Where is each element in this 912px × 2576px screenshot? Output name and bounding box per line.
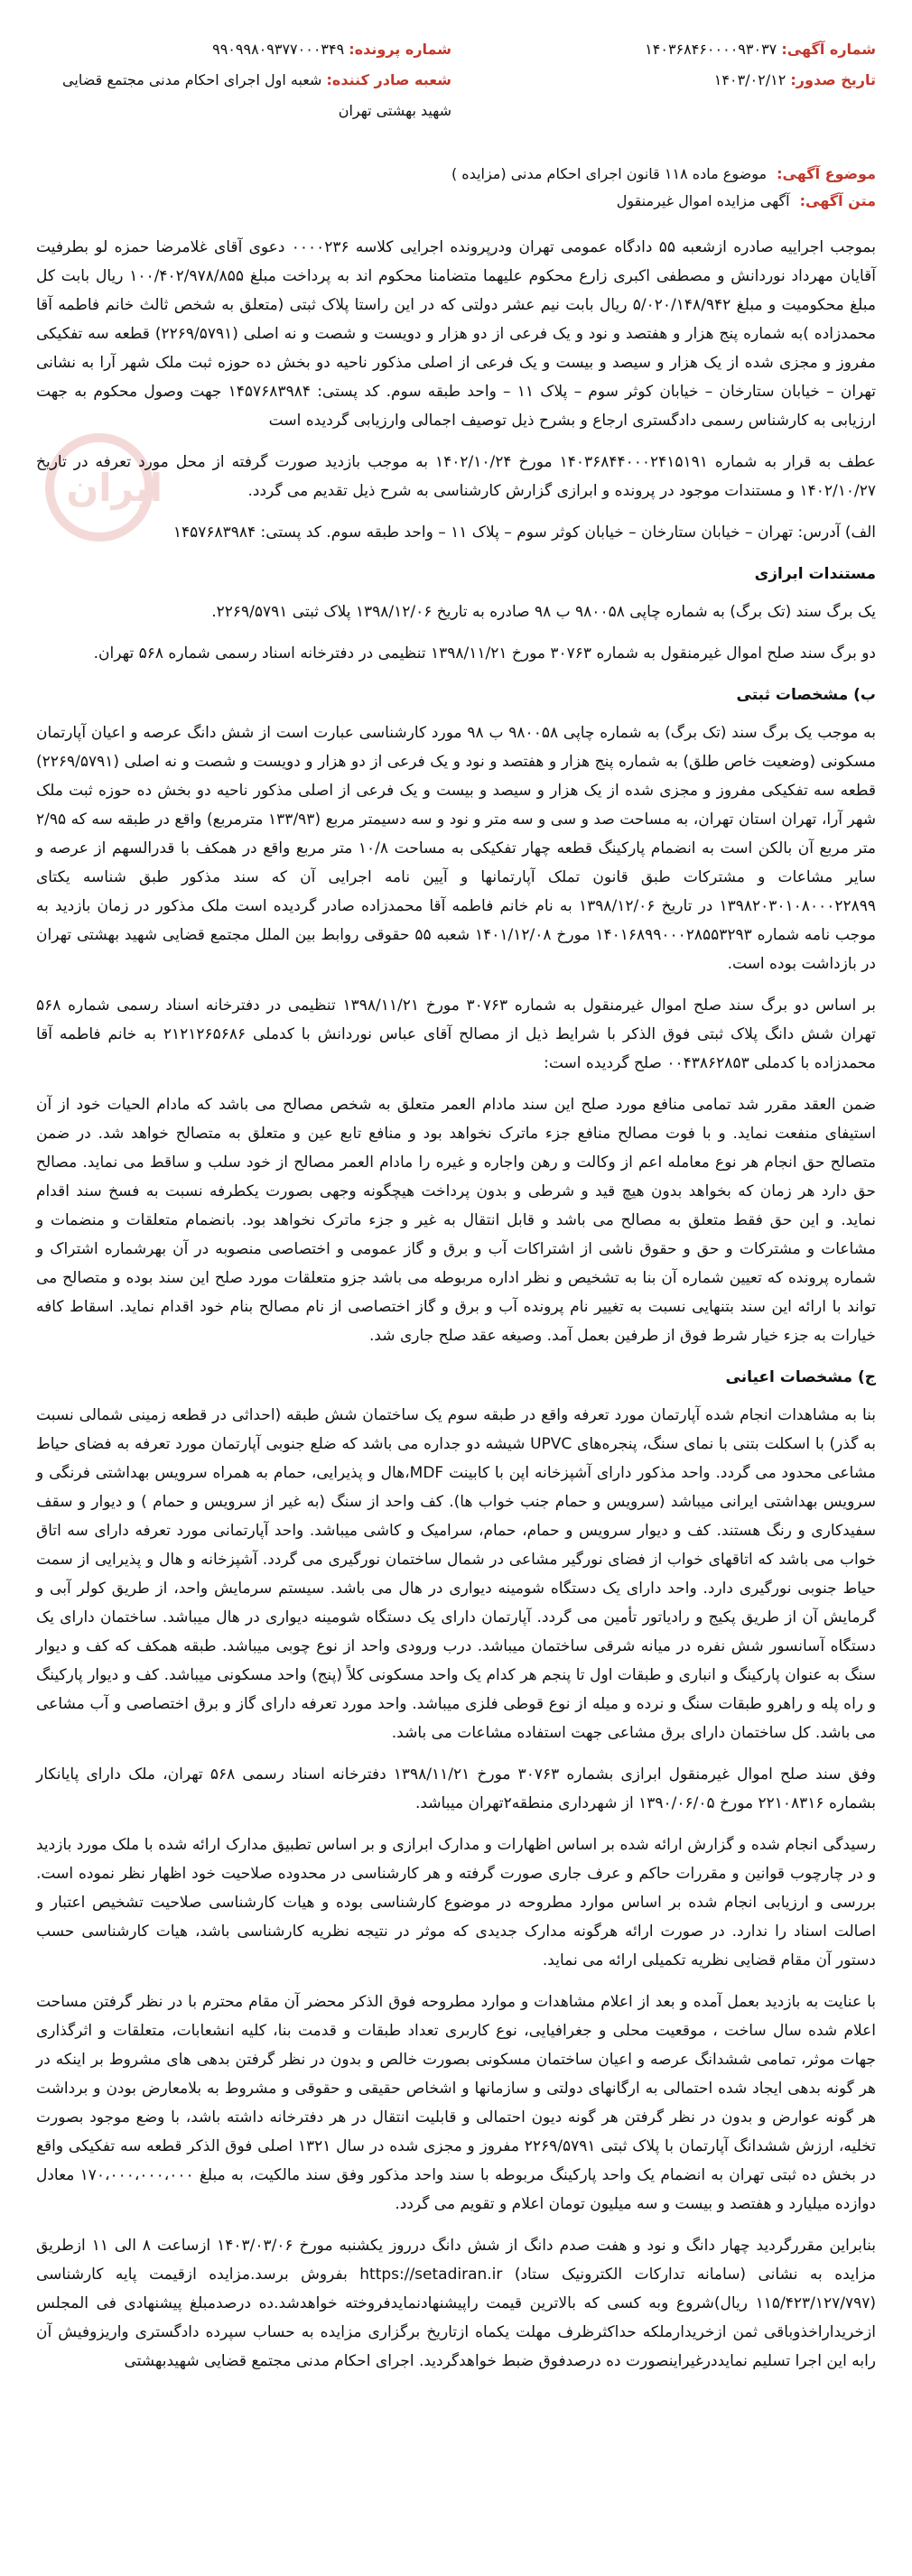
text-heading-value: آگهی مزایده اموال غیرمنقول [616,192,790,209]
subject-value: موضوع ماده ۱۱۸ قانون اجرای احکام مدنی (مزایده ) [451,165,768,182]
paragraph-completion-cert: وفق سند صلح اموال غیرمنقول ابرازی بشماره ۳۰۷۶۳ مورخ ۱۳۹۸/۱۱/۲۱ دفترخانه اسناد رسمی ۵۶۸ تهران، ملک دارای پایانکار بشماره ۲۲۱۰۸۳۱۶ مورخ ۱۳۹۰/۰۶/۰۵ از شهرداری منطقه۲تهران میباشد. [36,1765,877,1812]
heading-building: ج) مشخصات اعیانی [725,1368,876,1386]
paragraph-document-1: یک برگ سند (تک برگ) به شماره چاپی ۹۸۰۰۵۸ ب ۹۸ صادره به تاریخ ۱۳۹۸/۱۲/۰۶ پلاک ثبتی ۲۲۶۹/۵۷۹۱. [211,603,876,621]
paragraph-address: الف) آدرس: تهران – خیابان ستارخان – خیابان کوثر سوم – پلاک ۱۱ – واحد طبقه سوم. کد پستی: ۱۴۵۷۶۸۳۹۸۴ [172,524,876,542]
issuing-branch: شعبه اول اجرای احکام مدنی مجتمع قضایی شهید بهشتی تهران [62,71,451,119]
issue-date-row [461,65,876,96]
ad-body [36,233,876,2388]
header-left-column [36,34,451,126]
case-number-label: شماره پرونده: [349,41,451,58]
paragraph-intro: بموجب اجراییه صادره ازشعبه ۵۵ دادگاه عمومی تهران ودرپرونده اجرایی کلاسه ۰۰۰۰۲۳۶ دعوی آقای غلامرضا حمزه لو بطرفیت آقایان مهرداد نوردانش و مصطفی اکبری زارع محکوم علیهما متضامنا محکوم اند به پرداخت مبلغ ۱۰۰/۴۰۲/۹۷۸/۸۵۵ ریال بابت کل مبلغ محکومیت و مبلغ ۵/۰۲۰/۱۴۸/۹۴۲ ریال بابت نیم عشر دولتی که در این راستا پلاک ثبتی (متعلق به شخص ثالث خانم فاطمه آقا محمدزاده )به شماره پنج هزار و هفتصد و نود و یک فرعی از دو هزار و دویست و شصت و نه اصلی (۲۲۶۹/۵۷۹۱) قطعه سه تفکیکی مفروز و مجزی شده از یک هزار و سیصد و بیست و یک فرعی از اصلی مذکور ناحیه دو بخش ده حوزه ثبت ملک شهر آرا به نشانی تهران – خیابان ستارخان – خیابان کوثر سوم – پلاک ۱۱ – واحد طبقه سوم. کد پستی: ۱۴۵۷۶۸۳۹۸۴ جهت وصول محکوم به جهت ارزیابی به کارشناس رسمی دادگستری ارجاع و بشرح ذیل توصیف اجمالی وارزیابی گردیده است [36,238,877,430]
case-number: ۹۹۰۹۹۸۰۹۳۷۷۰۰۰۳۴۹ [212,41,345,58]
ad-number-label: شماره آگهی: [781,41,876,58]
heading-registration: ب) مشخصات ثبتی [736,686,876,704]
issue-date: ۱۴۰۳/۰۲/۱۲ [713,71,786,88]
issuing-branch-row [36,65,451,126]
text-heading-label: متن آگهی: [799,192,876,209]
paragraph-document-2: دو برگ سند صلح اموال غیرمنقول به شماره ۳۰۷۶۳ مورخ ۱۳۹۸/۱۱/۲۱ تنظیمی در دفترخانه اسناد رسمی شماره ۵۶۸ تهران. [93,644,876,663]
case-number-row [36,34,451,65]
subject-label: موضوع آگهی: [777,165,876,182]
paragraph-order-ref: عطف به قرار به شماره ۱۴۰۳۶۸۴۴۰۰۰۲۴۱۵۱۹۱ مورخ ۱۴۰۲/۱۰/۲۴ به موجب بازدید صورت گرفته از محل مورد تعرفه در تاریخ ۱۴۰۲/۱۰/۲۷ و مستندات موجود در پرونده و ابرازی گزارش کارشناسی به شرح ذیل تقدیم می گردد. [36,453,876,500]
issuing-branch-label: شعبه صادر کننده: [326,71,451,88]
paragraph-building: بنا به مشاهدات انجام شده آپارتمان مورد تعرفه واقع در طبقه سوم یک ساختمان شش طبقه (احداثی در قطعه زمینی شمالی نسبت به گذر) با اسکلت بتنی با نمای سنگ، پنجره‌های UPVC شیشه دو جداره می باشد که ضلع جنوبی آپارتمان مورد تعرفه به فضای حیاط مشاعی محدود می گردد. واحد مذکور دارای آشپزخانه اپن با کابینت MDF،هال و پذیرایی، حمام به همراه سرویس بهداشتی فرنگی و سرویس بهداشتی ایرانی میباشد (سرویس و حمام جنب خواب ها). کف واحد از سنگ (به غیر از سرویس و حمام ) و دیوار و سقف سفیدکاری و رنگ هستند. کف و دیوار سرویس و حمام، حمام، سرامیک و کاشی میباشد. واحد آپارتمانی مورد تعرفه دارای سه اتاق خواب می باشد که اتاقهای خواب از فضای نورگیر مشاعی در شمال ساختمان نورگیری می گردد. آشپزخانه و هال و پذیرایی از سمت حیاط جنوبی نورگیری دارد. واحد دارای یک دستگاه شومینه دیواری در هال می باشد. سیستم سرمایش واحد، از طریق کولر آبی و گرمایش آن از طریق پکیج و رادیاتور تأمین می گردد. آپارتمان دارای یک دستگاه شومینه دیواری در هال میباشد. ساختمان دارای یک دستگاه آسانسور شش نفره در میانه شرقی ساختمان میباشد. درب ورودی واحد از نوع چوبی میباشد. طبقه همکف که کف و دیوار سنگ به عنوان پارکینگ و انباری و طبقات اول تا پنجم هر کدام یک واحد مسکونی کلاً (پنج) واحد مسکونی میباشد. کف و دیوار پارکینگ و راه پله و راهرو طبقات سنگ و نرده و میله از نوع قوطی فلزی میباشد. واحد مورد تعرفه دارای گاز و برق اختصاصی و آب مشاعی می باشد. کل ساختمان دارای برق مشاعی جهت استفاده مشاعات می باشد. [36,1406,876,1742]
paragraph-valuation: با عنایت به بازدید بعمل آمده و بعد از اعلام مشاهدات و موارد مطروحه فوق الذکر محضر آن مقام محترم با در نظر گرفتن مساحت اعلام شده سال ساخت ، موقعیت محلی و جغرافیایی، نوع کاربری تعداد طبقات و قدمت بنا، کلیه انشعابات، متعلقات و اثرگذاری جهات موثر، تمامی ششدانگ عرصه و اعیان ساختمان مسکونی بصورت خالص و بدون در نظر گرفتن بدهی های مشروط بر اینکه در هر گونه بدهی ایجاد شده احتمالی به ارگانهای دولتی و سازمانها و اشخاص حقیقی و حقوقی و مشروط به بلامعارض بودن و برداشت هر گونه عوارض و بدون در نظر گرفتن هر گونه دیون احتمالی و قابلیت انتقال در هر دفترخانه داشته باشد، با وضع موجود بصورت تخلیه، ارزش ششدانگ آپارتمان با پلاک ثبتی ۲۲۶۹/۵۷۹۱ مفروز و مجزی شده در سال ۱۳۲۱ اصلی فوق الذکر قطعه سه تفکیکی واقع در بخش ده ثبتی تهران به انضمام یک واحد پارکینگ مربوطه با سند واحد مذکور وفق سند مالکیت، به مبلغ ۱۷۰،۰۰۰،۰۰۰،۰۰۰ معادل دوازده میلیارد و هفتصد و بیست و سه میلیون تومان اعلام و تقویم می گردد. [36,1993,877,2213]
paragraph-settlement-terms: ضمن العقد مقرر شد تمامی منافع مورد صلح این سند مادام العمر متعلق به شخص مصالح می باشد که مادام الحیات خود از آن استیفای منفعت نماید. و با فوت مصالح منافع جزء ماترک نخواهد بود و منافع تابع عین و متعلق به متصالح خواهد شد. در ضمن متصالح حق انجام هر نوع معامله اعم از وکالت و رهن واجاره و غیره را مادام العمر مصالح از خود سلب و ساقط می نماید. مصالح حق دارد هر زمان که بخواهد بدون هیچ قید و شرطی و بدون پرداخت هیچگونه وجهی بصورت یکطرفه نسبت به فسخ سند اقدام نماید. و این حق فقط متعلق به مصالح می باشد و قابل انتقال به غیر و جزء ماترک نخواهد بود. بانضمام متعلقات و منضمات و مشاعات و مشترکات و حق و حقوق ناشی از اشتراکات آب و برق و گاز عمومی و اختصاصی منصوبه در آن بهرشماره اشتراک و شماره پرونده که تعیین شماره آن بنا به تشخیص و نظر اداره مربوطه می باشد جزو متعلقات مورد صلح این سند بوده و متصالح می تواند با ارائه این سند بتنهایی نسبت به تغییر نام پرونده آب و برق و گاز اختصاصی از نام مصالح بنام خود اقدام نماید. اسقاط کافه خیارات به جزء خیار شرط فوق از طرفین بعمل آمد. وصیغه عقد صلح جاری شد. [36,1096,876,1345]
paragraph-review: رسیدگی انجام شده و گزارش ارائه شده بر اساس اظهارات و مدارک ابرازی و بر اساس تطبیق مدارک ارائه شده با ملک مورد بازدید و در چارچوب قوانین و مقررات حاکم و عرف جاری صورت گرفته و هر کارشناسی در محدوده صلاحیت خود اظهار نظر نموده است. بررسی و ارزیابی انجام شده بر اساس موارد مطروحه در موضوع کارشناسی بوده و هیات کارشناسی صلاحیت تشخیص اعتبار و اصالت اسناد را ندارد. در صورت ارائه هرگونه مدارک جدیدی که موثر در نتیجه نظریه کارشناسی باشد، هیات کارشناسی حسب دستور آن مقام قضایی نظریه تکمیلی ارائه می نماید. [36,1836,876,1969]
issue-date-label: تاریخ صدور: [790,71,876,88]
subject-block [36,161,876,215]
paragraph-settlement: بر اساس دو برگ سند صلح اموال غیرمنقول به شماره ۳۰۷۶۳ مورخ ۱۳۹۸/۱۱/۲۱ تنظیمی در دفترخانه اسناد رسمی شماره ۵۶۸ تهران شش دانگ پلاک ثبتی فوق الذکر با شرایط ذیل از مصالح آقای عباس نوردانش با کدملی ۲۱۲۱۲۶۵۶۸۶ به خانم فاطمه آقا محمدزاده با کدملی ۰۰۴۳۸۶۲۸۵۳ صلح گردیده است: [36,996,876,1072]
paragraph-auction: بنابراین مقررگردید چهار دانگ و نود و هفت صدم دانگ از شش دانگ درروز یکشنبه مورخ ۱۴۰۳/۰۳/۰۶ ازساعت ۸ الی ۱۱ ازطریق مزایده به نشانی (سامانه تدارکات الکترونیک ستاد) https://setadiran.ir بفروش برسد.مزایده ازقیمت پایه کارشناسی (۱۱۵/۴۲۳/۱۲۷/۷۹۷ ریال)شروع وبه کسی که بالاترین قیمت راپیشنهادنمایدفروخته خواهدشد.ده درصدمبلغ پیشنهادی فی المجلس ازخریداراخذوباقی ثمن ازخریدارملکه حداکثرظرف مهلت یکماه ازتاریخ برگزاری مزایده به حساب سپرده دادگستری واریزوفیش آن رابه این اجرا تسلیم نمایددرغیراینصورت ده درصدفوق ضبط خواهدگردید. اجرای احکام مدنی مجتمع قضایی شهیدبهشتی [36,2237,876,2370]
header [36,34,876,134]
ad-number: ۱۴۰۳۶۸۴۶۰۰۰۰۹۳۰۳۷ [645,41,777,58]
subject-row [36,161,876,188]
paragraph-registration: به موجب یک برگ سند (تک برگ) به شماره چاپی ۹۸۰۰۵۸ ب ۹۸ مورد کارشناسی عبارت است از شش دانگ عرصه و اعیان آپارتمان مسکونی (وضعیت خاص طلق) به شماره پنج هزار و هفتصد و نود و یک فرعی از دو هزار و دویست و شصت و نه اصلی (۲۲۶۹/۵۷۹۱) قطعه سه تفکیکی مفروز و مجزی شده از یک هزار و سیصد و بیست و یک فرعی از اصلی مذکور ناحیه دو بخش ده حوزه ثبت ملک شهر آرا، تهران استان تهران، به مساحت صد و سی و سه متر و نود و سه دسیمتر مربع (۱۳۳/۹۳ مترمربع) واقع در طبقه سه که ۲/۹۵ متر مربع آن بالکن است به انضمام پارکینگ قطعه چهار تفکیکی به مساحت ۱۰/۸ متر مربع واقع در همکف با قدرالسهم از عرصه و سایر مشاعات و مشترکات طبق قانون تملک آپارتمانها و آیین نامه اجرایی آن که سند مذکور طبق شناسه یکتای ۱۳۹۸۲۰۳۰۱۰۸۰۰۰۲۲۸۹۹ در تاریخ ۱۳۹۸/۱۲/۰۶ به نام خانم فاطمه آقا محمدزاده صادر گردیده است ملک مذکور در زمان بازدید به موجب نامه شماره ۱۴۰۱۶۸۹۹۰۰۰۲۸۵۵۳۲۹۳ مورخ ۱۴۰۱/۱۲/۰۸ شعبه ۵۵ حقوقی روابط بین الملل مجتمع قضایی شهید بهشتی تهران در بازداشت بوده است. [36,724,876,973]
ad-number-row [461,34,876,65]
heading-documents: مستندات ابرازی [754,565,876,583]
text-heading-row [36,188,876,215]
header-right-column [461,34,876,96]
svg-text:ایران: ایران [66,466,163,510]
